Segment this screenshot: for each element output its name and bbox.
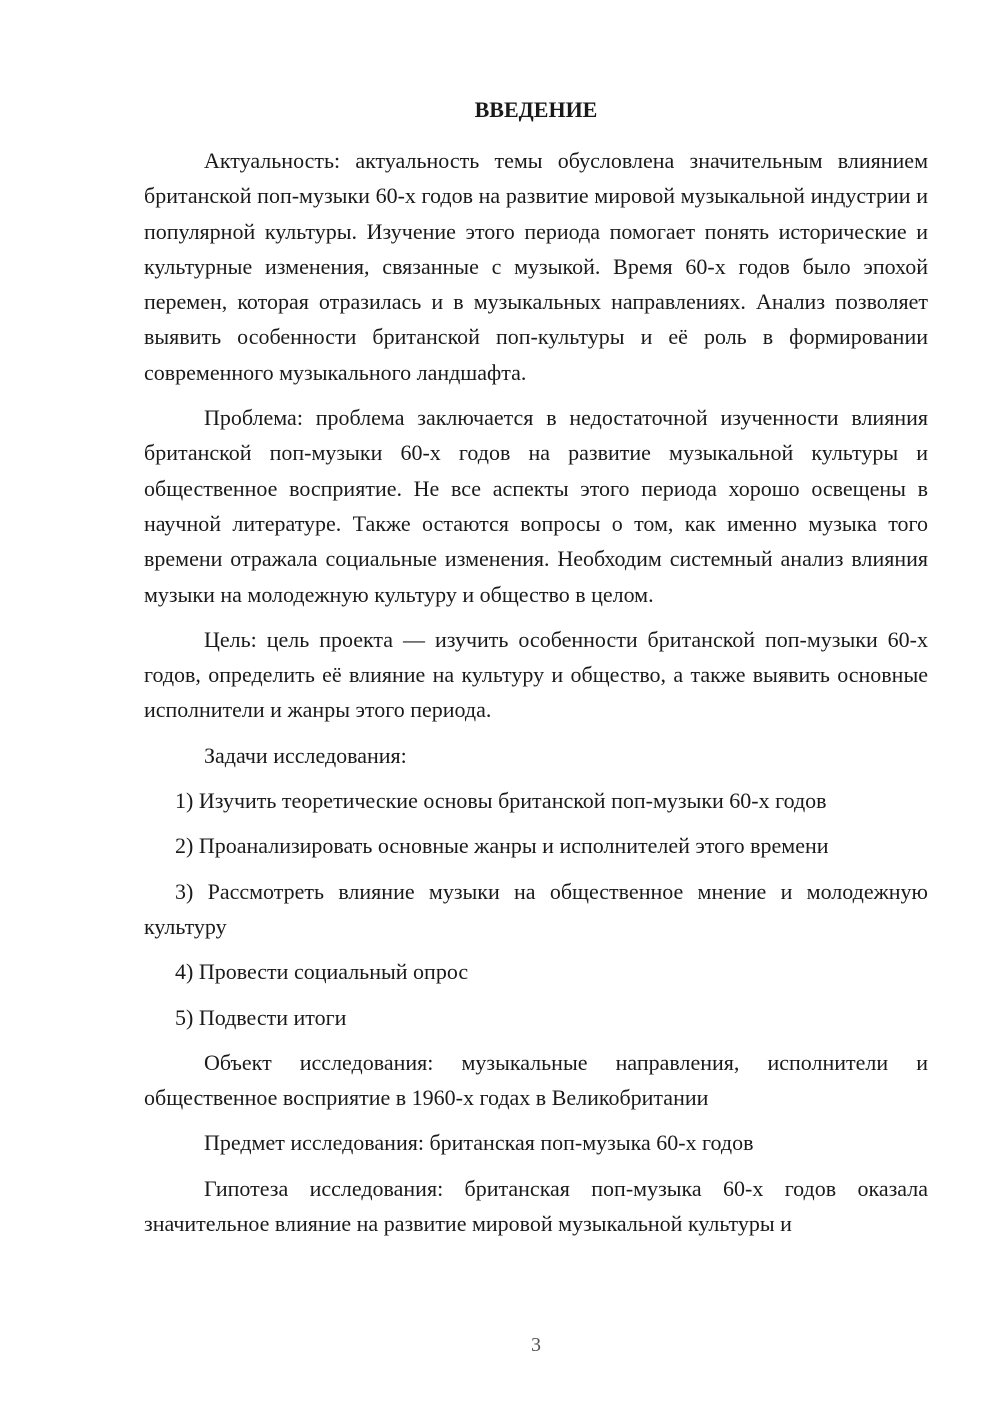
page-number: 3	[531, 1334, 541, 1356]
task-item-4: 4) Провести социальный опрос	[175, 959, 469, 985]
hypothesis-paragraph: Гипотеза исследования: британская поп-музыка 60-х годов оказала значительное влияние на развитие мировой музыкальной культуры и	[144, 1175, 928, 1237]
task-item-1: 1) Изучить теоретические основы британской поп-музыки 60-х годов	[175, 788, 827, 814]
object-paragraph: Объект исследования: музыкальные направления, исполнители и общественное восприятие в 1960-х годах в Великобритании	[144, 1049, 928, 1111]
goal-paragraph: Цель: цель проекта — изучить особенности британской поп-музыки 60-х годов, определить её влияние на культуру и общество, а также выявить основные исполнители и жанры этого периода.	[144, 626, 928, 723]
problem-paragraph: Проблема: проблема заключается в недостаточной изученности влияния британской поп-музыки 60-х годов на развитие музыкальной культуры и общественное восприятие. Не все аспекты этого периода хорошо освещены в научной литературе. Также остаются вопросы о том, как именно музыка того времени отражала социальные изменения. Необходим системный анализ влияния музыки на молодежную культуру и общество в целом.	[144, 405, 928, 607]
task-item-5: 5) Подвести итоги	[175, 1004, 347, 1030]
task-item-3: 3) Рассмотреть влияние музыки на общественное мнение и молодежную культуру	[144, 878, 928, 939]
document-page	[144, 95, 928, 1251]
tasks-heading: Задачи исследования:	[204, 742, 407, 768]
task-item-2: 2) Проанализировать основные жанры и исполнителей этого времени	[175, 833, 829, 859]
section-heading: ВВЕДЕНИЕ	[474, 97, 598, 122]
relevance-paragraph: Актуальность: актуальность темы обусловлена значительным влиянием британской поп-музыки 60-х годов на развитие мировой музыкальной индустрии и популярной культуры. Изучение этого периода помогает понять исторические и культурные изменения, связанные с музыкой. Время 60-х годов было эпохой перемен, которая отразилась и в музыкальных направлениях. Анализ позволяет выявить особенности британской поп-культуры и её роль в формировании современного музыкального ландшафта.	[144, 148, 928, 385]
subject-paragraph: Предмет исследования: британская поп-музыка 60-х годов	[204, 1130, 754, 1156]
